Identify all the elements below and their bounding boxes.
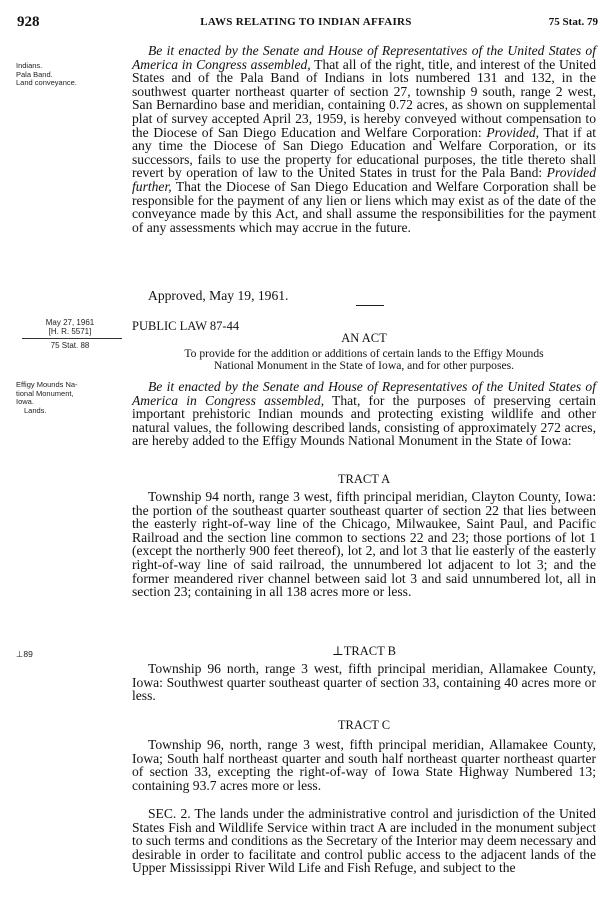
margin-note-date (20, 318, 120, 336)
tract-a-heading: TRACT A (337, 472, 391, 486)
act-text: The lands under the administrative control and jurisdiction of the United States Fish and Wildlife Service within tract A are included in the monument subject to such terms and conditions as the Secretary of the Interior may deem necessary and desirable in order to facilitate and control public access to the adjacent lands of the Upper Mississippi River Wild Life and Fish Refuge, and subject to the (132, 806, 596, 876)
running-head: LAWS RELATING TO INDIAN AFFAIRS (200, 16, 412, 28)
proviso: Provided, (486, 124, 540, 140)
act-caption (130, 348, 598, 372)
section-2 (132, 807, 596, 875)
margin-divider (22, 338, 122, 339)
tract-c-text: Township 96, north, range 3 west, fifth principal meridian, Allamakee County, Iowa; South half northeast quarter and south half northeast quarter northeast quarter of section 33, excepting the right-of-way of Iowa State Highway Numbered 13; containing 93.7 acres more or less. (132, 737, 596, 793)
margin-note-line: Land conveyance. (16, 78, 77, 87)
act-text: That if at any time the Diocese of San Diego Education and Welfare Corporation, or its successors, fails to use the property for educational purposes, the title thereto shall revert by operation of law to the United States in trust for the Pala Band: (132, 124, 597, 181)
margin-note-effigy-mounds (16, 381, 78, 415)
margin-note-line: Indians. (16, 61, 43, 70)
act-text: That, for the purposes of preserving certain important prehistoric Indian mounds and protecting existing wildlife and other natural values, the following described lands, consisting of approximately 272 acres, are hereby added to the Effigy Mounds National Monument in the State of Iowa: (132, 392, 596, 449)
page-number: 928 (17, 14, 40, 30)
act-text: That all of the right, title, and interest of the United States and of the Pala Band of Indians in lots numbered 131 and 132, in the southwest quarter northeast quarter of section 27, township 9 south, range 2 west, San Bernardino base and meridian, containing 0.72 acres, as shown on supplemental plat of survey accepted April 23, 1959, is hereby conveyed without compensation to the Diocese of San Diego Education and Welfare Corporation: (132, 56, 596, 140)
caption-line: To provide for the addition or additions of certain lands to the Effigy Mounds (184, 347, 544, 360)
enacting-section (132, 380, 596, 448)
margin-note-pala-band (16, 62, 77, 88)
tract-a-text: Township 94 north, range 3 west, fifth principal meridian, Clayton County, Iowa: the portion of the southeast quarter southeast quarter of section 22 that lies between the easterly right-of-way line of the Chicago, Milwaukee, Saint Paul, and Pacific Railroad and the section line common to sections 22 and 23; those portions of lot 1 (except the northerly 900 feet thereof), lot 2, and lot 3 that lie easterly of the easterly right-of-way line of said railroad, the unnumbered lot adjacent to lot 3; and the former meandered river channel between said lot 3 and said unnumbered lot, all in section 23; containing in all 138 acres more or less. (132, 489, 596, 600)
tract-a (132, 490, 596, 599)
approval-line (132, 289, 596, 303)
margin-note-line: Lands. (24, 405, 47, 415)
statute-reference: 75 Stat. 79 (548, 16, 598, 28)
tract-c (132, 738, 596, 792)
tract-b-text: Township 96 north, range 3 west, fifth principal meridian, Allamakee County, Iowa: Southwest quarter southeast quarter of section 33, containing 40 acres more or less. (132, 661, 596, 704)
page-marker: ⊥89 (16, 649, 33, 659)
proviso-further: Provided further, (132, 165, 596, 194)
tract-c-heading: TRACT C (337, 718, 391, 732)
margin-note-stat: 75 Stat. 88 (50, 341, 90, 350)
margin-note-line: Effigy Mounds Na- (16, 380, 78, 389)
approved-date: Approved, May 19, 1961. (148, 288, 289, 303)
pala-act (132, 44, 596, 234)
enacting-paragraph (132, 380, 596, 448)
margin-note-line: Iowa. (16, 397, 34, 406)
margin-note-line: tional Monument, (16, 388, 74, 398)
section-2-text (132, 807, 596, 875)
margin-note-line: May 27, 1961 (45, 318, 95, 327)
act-text: That the Diocese of San Diego Education and Welfare Corporation shall be responsible for the payment of any lien or liens which may exist as of the date of the conveyance made by this Act, and shall assume the responsibilities for the payment of any assessments which may accrue in the future. (132, 178, 596, 235)
law-number: PUBLIC LAW 87-44 (132, 319, 240, 333)
tract-b (132, 662, 596, 703)
act-heading: AN ACT (341, 331, 387, 345)
pala-act-text (132, 44, 596, 234)
caption-line: National Monument in the State of Iowa, and for other purposes. (213, 359, 515, 372)
margin-note-line: [H. R. 5571] (48, 327, 92, 336)
enacting-clause: Be it enacted by the Senate and House of Representatives of the United States of America in Congress assembled, (132, 379, 596, 408)
section-divider (356, 305, 384, 306)
tract-b-heading: ⊥TRACT B (332, 644, 396, 658)
enacting-clause: Be it enacted by the Senate and House of Representatives of the United States of America in Congress assembled, (132, 43, 596, 72)
margin-note-line: Pala Band. (16, 69, 53, 79)
page-header (0, 14, 612, 30)
section-label: SEC. 2. (148, 806, 191, 821)
act-heading-block (132, 331, 596, 346)
